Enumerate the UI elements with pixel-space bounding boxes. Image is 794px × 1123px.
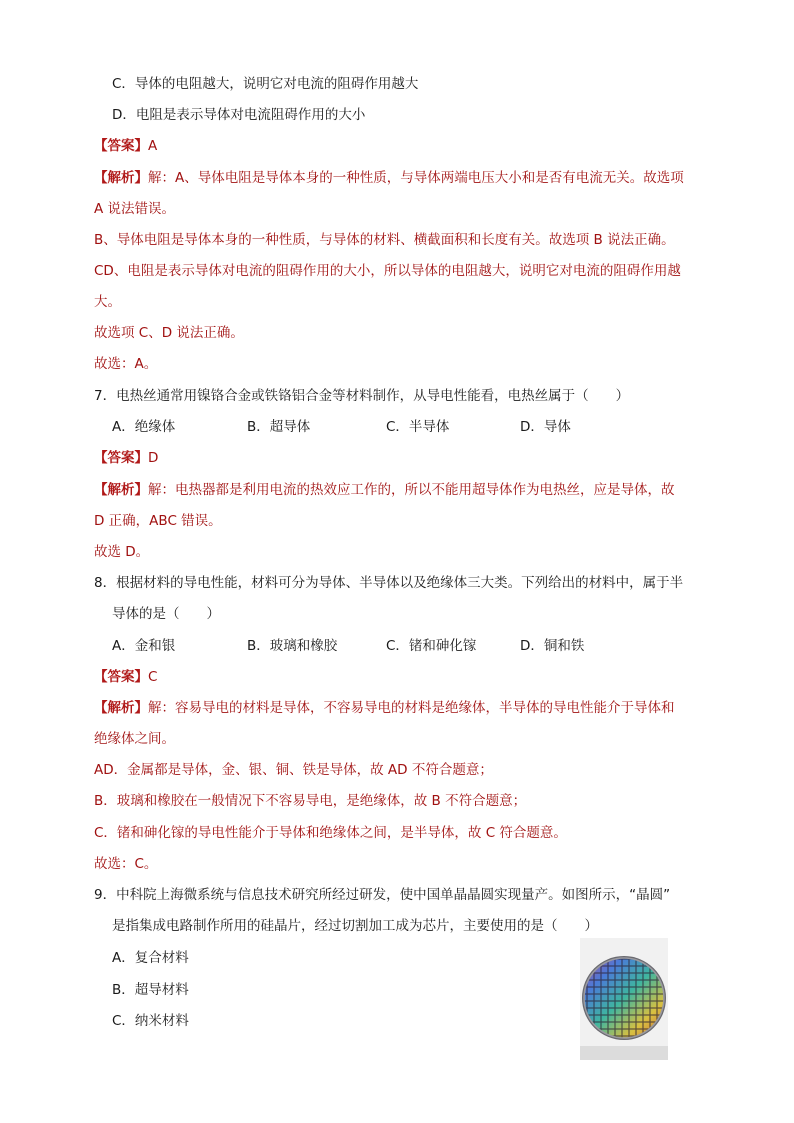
wafer-illustration <box>580 938 668 1060</box>
q7-option-d: D．导体 <box>520 419 571 435</box>
q9-option-b: B．超导材料 <box>112 982 189 998</box>
q7-analysis-line: D 正确，ABC 错误。 <box>94 513 222 529</box>
answer-value: D <box>148 450 159 466</box>
q8-option-c: C．锗和砷化镓 <box>386 638 477 654</box>
q7-option-a: A．绝缘体 <box>112 419 176 435</box>
answer-value: A <box>148 138 158 154</box>
q9-stem-line: 9．中科院上海微系统与信息技术研究所经过研发，使中国单晶晶圆实现量产。如图所示，“晶圆” <box>94 887 671 903</box>
q7-answer <box>94 448 158 468</box>
q9-option-a: A．复合材料 <box>112 950 189 966</box>
q7-conclusion: 故选 D。 <box>94 544 150 560</box>
q8-analysis-line: AD．金属都是导体，金、银、铜、铁是导体，故 AD 不符合题意； <box>94 762 493 778</box>
answer-tag: 【答案】 <box>94 450 148 466</box>
q8-analysis-line: 【解析】解：容易导电的材料是导体，不容易导电的材料是绝缘体，半导体的导电性能介于导体和 <box>94 700 675 716</box>
q8-answer <box>94 667 157 687</box>
q6-analysis-line: 故选项 C、D 说法正确。 <box>94 325 244 341</box>
wafer-image <box>580 938 668 1060</box>
q6-analysis-line: CD、电阻是表示导体对电流的阻碍作用的大小，所以导体的电阻越大，说明它对电流的阻碍作用越 <box>94 263 681 279</box>
q6-analysis-line: A 说法错误。 <box>94 201 176 217</box>
q6-option-d: D．电阻是表示导体对电流阻碍作用的大小 <box>112 107 366 123</box>
q8-option-d: D．铜和铁 <box>520 638 585 654</box>
q7-stem: 7．电热丝通常用镍铬合金或铁铬铝合金等材料制作，从导电性能看，电热丝属于（ ） <box>94 388 630 404</box>
q9-stem-line: 是指集成电路制作所用的硅晶片，经过切割加工成为芯片，主要使用的是（ ） <box>112 918 598 934</box>
q7-option-b: B．超导体 <box>247 419 311 435</box>
answer-value: C <box>148 669 158 685</box>
analysis-tag: 【解析】 <box>94 170 148 186</box>
q8-option-b: B．玻璃和橡胶 <box>247 638 338 654</box>
q9-option-c: C．纳米材料 <box>112 1013 189 1029</box>
q6-option-c: C．导体的电阻越大，说明它对电流的阻碍作用越大 <box>112 76 419 92</box>
q8-stem-line: 导体的是（ ） <box>112 606 220 622</box>
q7-option-c: C．半导体 <box>386 419 450 435</box>
q8-stem-line: 8．根据材料的导电性能，材料可分为导体、半导体以及绝缘体三大类。下列给出的材料中，属于半 <box>94 575 684 591</box>
q6-analysis-line: 【解析】解：A、导体电阻是导体本身的一种性质，与导体两端电压大小和是否有电流无关。故选项 <box>94 170 684 186</box>
answer-tag: 【答案】 <box>94 138 148 154</box>
q6-analysis-line: 大。 <box>94 294 121 310</box>
q8-analysis-line: 绝缘体之间。 <box>94 731 175 747</box>
analysis-tag: 【解析】 <box>94 482 148 498</box>
answer-tag: 【答案】 <box>94 669 148 685</box>
analysis-tag: 【解析】 <box>94 700 148 716</box>
q7-analysis-line: 【解析】解：电热器都是利用电流的热效应工作的，所以不能用超导体作为电热丝，应是导体，故 <box>94 482 675 498</box>
q8-analysis-line: C．锗和砷化镓的导电性能介于导体和绝缘体之间，是半导体，故 C 符合题意。 <box>94 825 567 841</box>
q6-analysis-line: B、导体电阻是导体本身的一种性质，与导体的材料、横截面积和长度有关。故选项 B 说法正确。 <box>94 232 675 248</box>
q8-conclusion: 故选：C。 <box>94 856 158 872</box>
q8-option-a: A．金和银 <box>112 638 176 654</box>
q8-analysis-line: B．玻璃和橡胶在一般情况下不容易导电，是绝缘体，故 B 不符合题意； <box>94 793 527 809</box>
q6-answer <box>94 136 157 156</box>
q6-conclusion: 故选：A。 <box>94 356 158 372</box>
